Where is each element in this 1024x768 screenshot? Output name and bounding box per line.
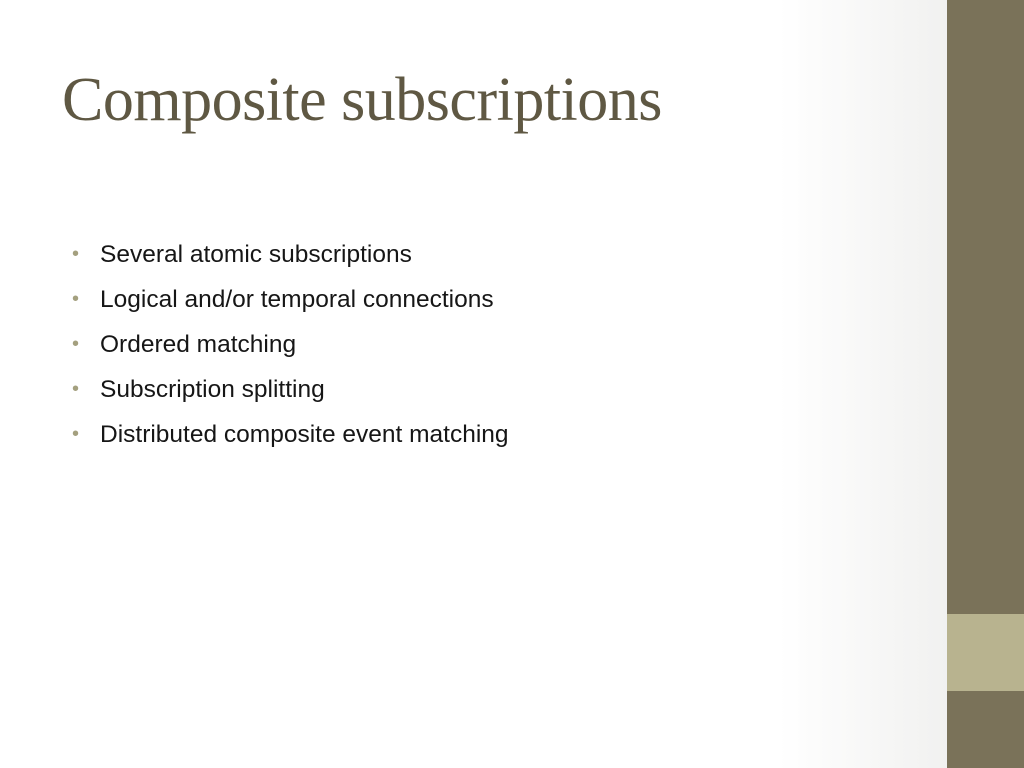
side-accent-block (947, 614, 1024, 691)
bullet-text: Ordered matching (100, 331, 297, 358)
bullet-icon: • (72, 288, 80, 310)
bullet-icon: • (72, 333, 80, 355)
bullet-icon: • (72, 243, 80, 265)
slide-title: Composite subscriptions (62, 66, 662, 134)
list-item (72, 367, 509, 412)
list-item (72, 232, 509, 277)
list-item (72, 277, 509, 322)
bullet-text: Several atomic subscriptions (100, 241, 412, 268)
bullet-text: Distributed composite event matching (100, 421, 509, 448)
bullet-text: Logical and/or temporal connections (100, 286, 494, 313)
bullet-icon: • (72, 378, 80, 400)
list-item (72, 322, 509, 367)
bullet-icon: • (72, 423, 80, 445)
bullet-text: Subscription splitting (100, 376, 325, 403)
bullet-list (72, 232, 509, 457)
list-item (72, 412, 509, 457)
